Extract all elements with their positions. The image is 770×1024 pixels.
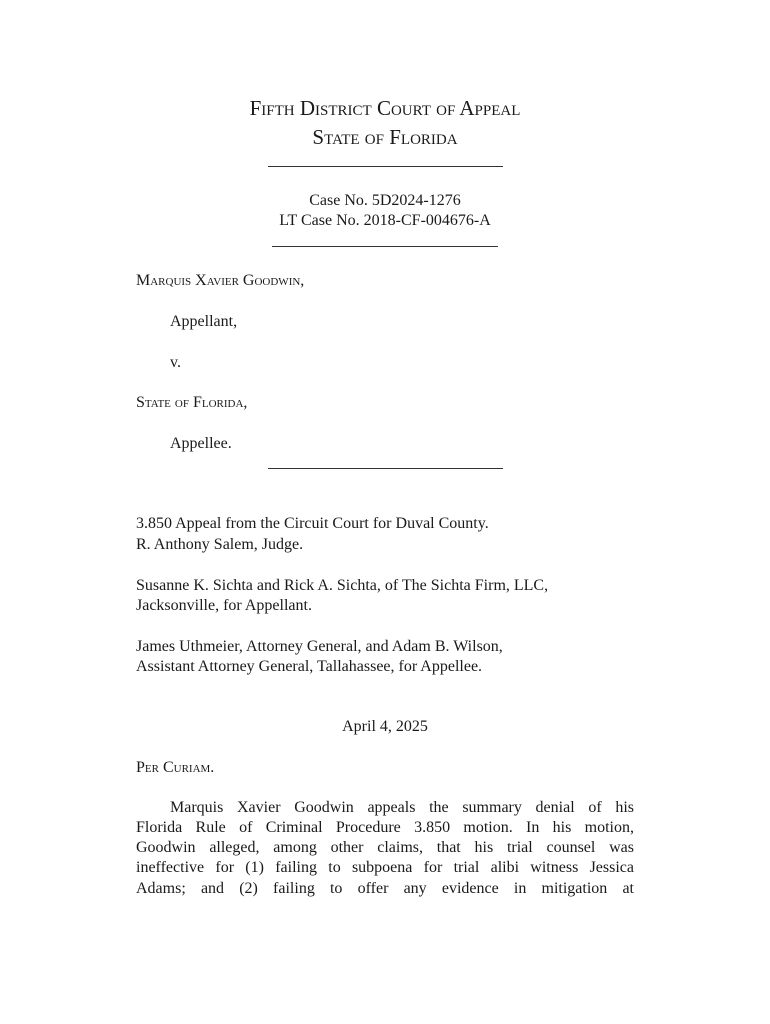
appellant-counsel-line-2: Jacksonville, for Appellant. — [136, 597, 312, 614]
appellee-name: State of Florida, — [136, 394, 248, 411]
appellee-counsel-line-1: James Uthmeier, Attorney General, and Adam B. Wilson, — [136, 638, 503, 655]
appellee-role: Appellee. — [170, 435, 232, 452]
opinion-line-4: ineffective for (1) failing to subpoena for trial alibi witness Jessica — [136, 859, 634, 876]
appellant-role: Appellant, — [170, 313, 238, 330]
versus: v. — [170, 354, 181, 371]
appeal-source: 3.850 Appeal from the Circuit Court for Duval County. — [136, 515, 489, 532]
header-rule — [268, 166, 503, 167]
opinion-line-5: Adams; and (2) failing to offer any evidence in mitigation at — [136, 880, 634, 897]
trial-judge: R. Anthony Salem, Judge. — [136, 536, 304, 553]
parties-rule — [268, 468, 503, 469]
lower-tribunal-case-number: LT Case No. 2018-CF-004676-A — [279, 212, 491, 229]
court-state: State of Florida — [312, 125, 458, 149]
appellant-name: Marquis Xavier Goodwin, — [136, 272, 305, 289]
opinion-line-1: Marquis Xavier Goodwin appeals the summary denial of his — [170, 799, 634, 816]
appellant-counsel-line-1: Susanne K. Sichta and Rick A. Sichta, of The Sichta Firm, LLC, — [136, 577, 549, 594]
court-name: Fifth District Court of Appeal — [249, 96, 521, 120]
case-number: Case No. 5D2024-1276 — [309, 192, 461, 209]
opinion-date: April 4, 2025 — [342, 718, 428, 735]
opinion-line-2: Florida Rule of Criminal Procedure 3.850 motion. In his motion, — [136, 819, 634, 836]
opinion-line-3: Goodwin alleged, among other claims, that his trial counsel was — [136, 839, 634, 856]
case-number-rule — [272, 246, 498, 247]
appellee-counsel-line-2: Assistant Attorney General, Tallahassee, for Appellee. — [136, 658, 483, 675]
per-curiam-heading: Per Curiam. — [136, 759, 215, 776]
